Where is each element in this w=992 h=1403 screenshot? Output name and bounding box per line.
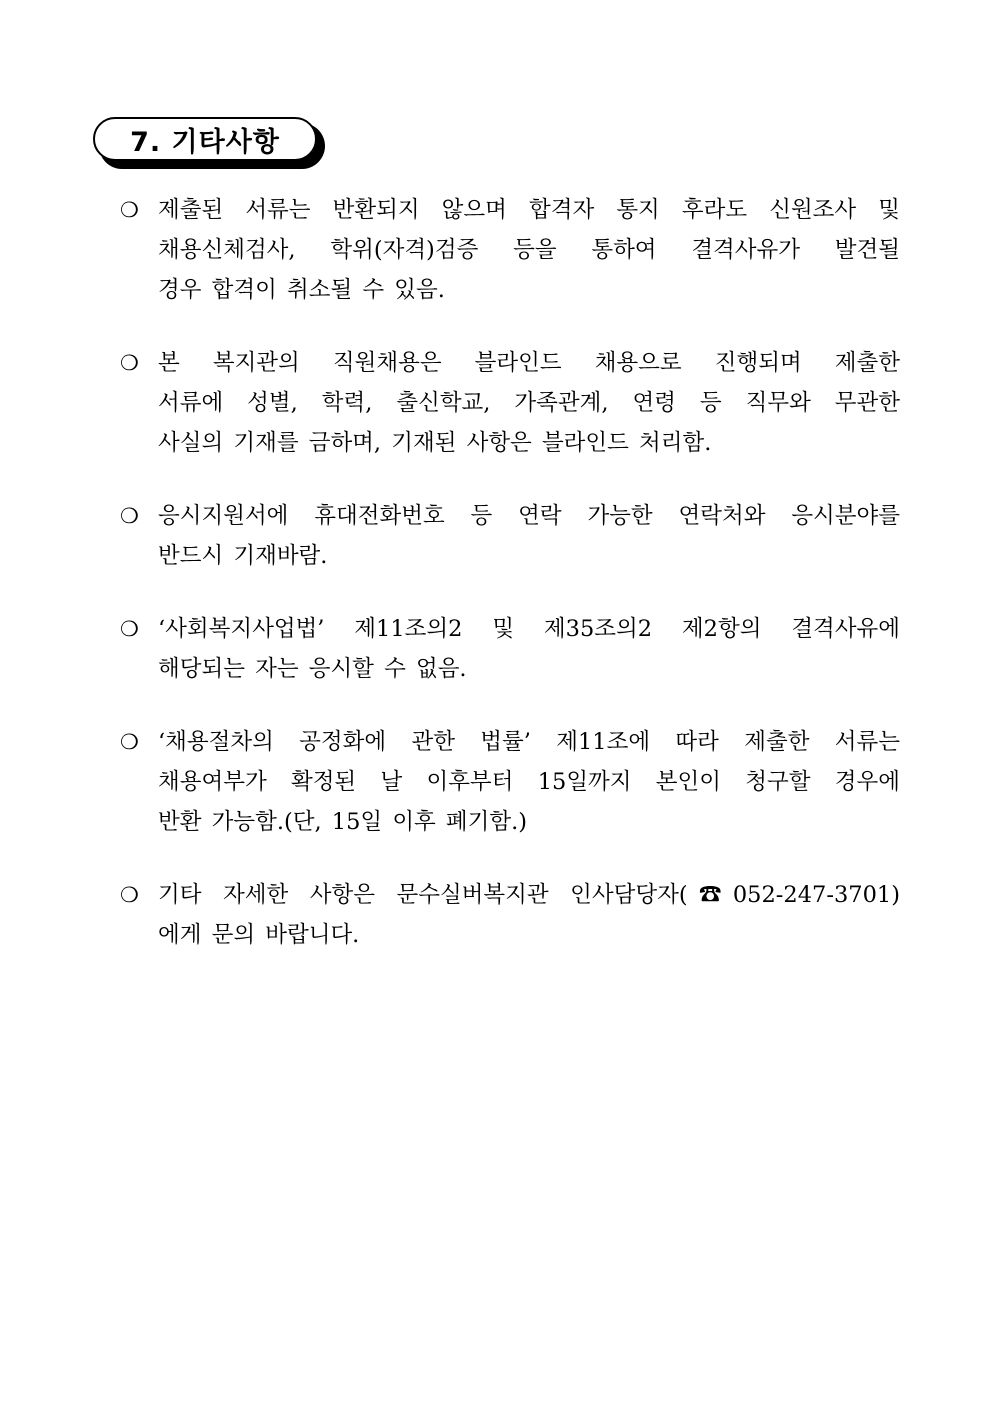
- circle-bullet-icon: ❍: [120, 198, 139, 222]
- circle-bullet-icon: ❍: [120, 351, 139, 375]
- notice-line: 반환 가능함.(단, 15일 이후 폐기함.): [158, 809, 528, 835]
- notice-line: 채용신체검사, 학위(자격)검증 등을 통하여 결격사유가 발견될: [158, 237, 900, 263]
- circle-bullet-icon: ❍: [120, 883, 139, 907]
- notice-line: ‘채용절차의 공정화에 관한 법률’ 제11조에 따라 제출한 서류는: [158, 729, 900, 755]
- notice-line: 사실의 기재를 금하며, 기재된 사항은 블라인드 처리함.: [158, 430, 712, 456]
- notice-text: [158, 722, 900, 842]
- notice-line: 반드시 기재바람.: [158, 543, 328, 569]
- notice-item: [120, 343, 900, 463]
- notice-line: 응시지원서에 휴대전화번호 등 연락 가능한 연락처와 응시분야를: [158, 503, 900, 529]
- notice-line: 채용여부가 확정된 날 이후부터 15일까지 본인이 청구할 경우에: [158, 769, 900, 795]
- notice-text: [158, 609, 900, 689]
- section-title: 7. 기타사항: [130, 126, 280, 158]
- notice-line: 제출된 서류는 반환되지 않으며 합격자 통지 후라도 신원조사 및: [158, 197, 900, 223]
- section-header-box: [93, 117, 317, 161]
- notice-list: [120, 190, 900, 988]
- section-header: [93, 117, 325, 169]
- notice-text: [158, 496, 900, 576]
- notice-line: 에게 문의 바랍니다.: [158, 922, 360, 948]
- notice-text: [158, 343, 900, 463]
- notice-item: [120, 722, 900, 842]
- notice-item: [120, 875, 900, 955]
- notice-line: 서류에 성별, 학력, 출신학교, 가족관계, 연령 등 직무와 무관한: [158, 390, 900, 416]
- circle-bullet-icon: ❍: [120, 617, 139, 641]
- notice-item: [120, 496, 900, 576]
- circle-bullet-icon: ❍: [120, 504, 139, 528]
- notice-text: [158, 190, 900, 310]
- notice-line: 경우 합격이 취소될 수 있음.: [158, 277, 445, 303]
- notice-line: 본 복지관의 직원채용은 블라인드 채용으로 진행되며 제출한: [158, 350, 900, 376]
- circle-bullet-icon: ❍: [120, 730, 139, 754]
- notice-line: ‘사회복지사업법’ 제11조의2 및 제35조의2 제2항의 결격사유에: [158, 616, 900, 642]
- notice-item: [120, 609, 900, 689]
- notice-item: [120, 190, 900, 310]
- notice-text: [158, 875, 900, 955]
- notice-line: 해당되는 자는 응시할 수 없음.: [158, 656, 467, 682]
- notice-line: 기타 자세한 사항은 문수실버복지관 인사담당자(☎052-247-3701): [158, 882, 900, 908]
